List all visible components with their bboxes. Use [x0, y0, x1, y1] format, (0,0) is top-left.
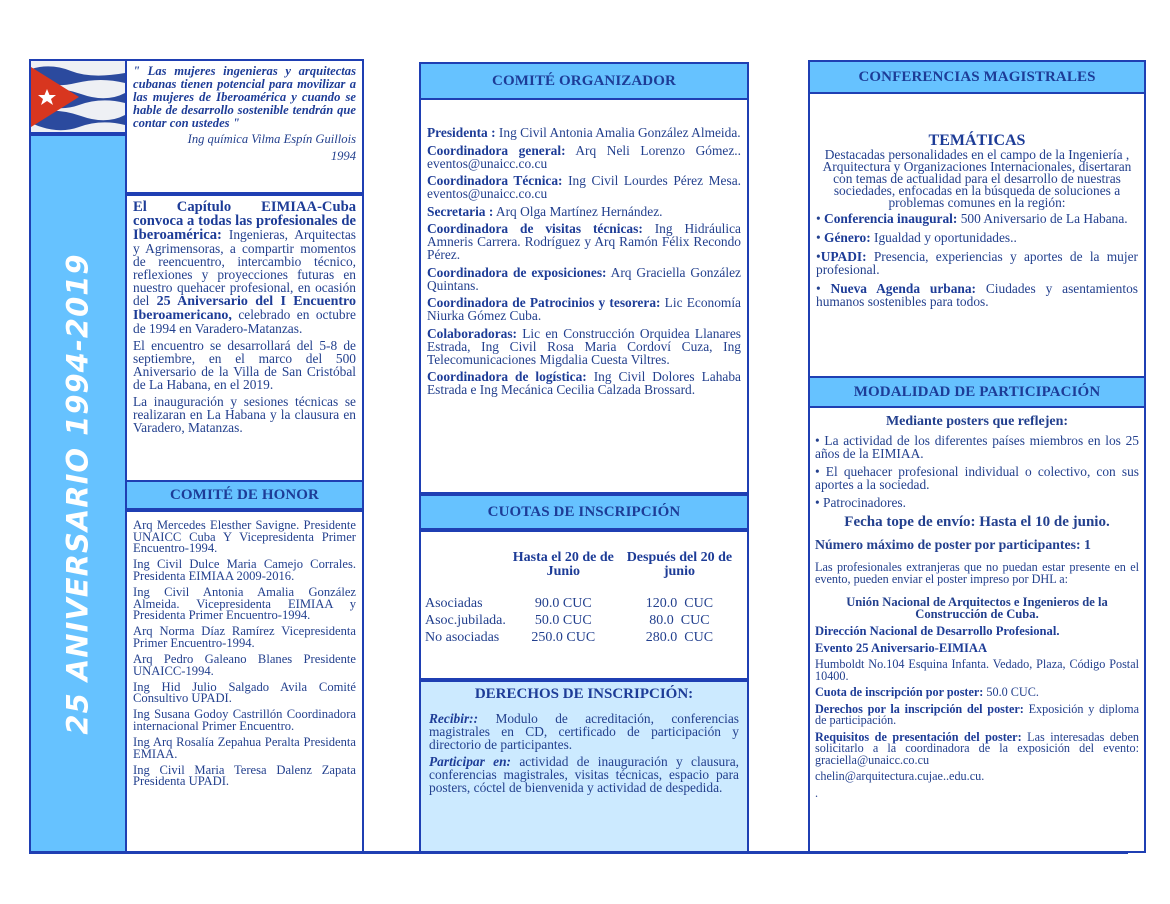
recibir-paragraph: Recibir:: Modulo de acreditación, conferencias magistrales en CD, certificado de participación y directorio de participantes. [429, 711, 739, 752]
vertical-title: 25 ANIVERSARIO 1994-2019 [61, 252, 96, 735]
list-item: Arq Norma Díaz Ramírez Vicepresidenta Primer Encuentro-1994. [133, 624, 356, 650]
list-item: • El quehacer profesional individual o colectivo, con sus aportes a la sociedad. [815, 464, 1139, 492]
modalidad-lead: Mediante posters que reflejen: [885, 414, 1069, 429]
quote-box [125, 59, 364, 194]
venue-paragraph: La inauguración y sesiones técnicas se realizaran en La Habana y la clausura en Varadero, Matanzas. [133, 394, 356, 435]
comite-organizador-list [419, 98, 768, 494]
list-item: • Género: Igualdad y oportunidades.. [816, 230, 1017, 245]
derechos-box [419, 680, 749, 853]
org-name: Unión Nacional de Arquitectos e Ingenieros de la Construcción de Cuba. [846, 595, 1108, 621]
list-item: Presidenta : Ing Civil Antonia Amalia González Almeida. [427, 125, 741, 140]
cuba-flag-icon [29, 59, 127, 134]
list-item: Coordinadora Técnica: Ing Civil Lourdes Pérez Mesa. eventos@unaicc.co.cu [427, 173, 768, 201]
direccion-text: Dirección Nacional de Desarrollo Profesional. [815, 624, 1060, 638]
list-item: • Nueva Agenda urbana: Ciudades y asentamientos humanos sostenibles para todos. [816, 281, 1138, 309]
trailing-dot: . [815, 785, 819, 800]
dates-paragraph: El encuentro se desarrollará del 5-8 de septiembre, en el marco del 500 Aniversario de la Villa de San Cristóbal de La Habana, en el 2019. [133, 338, 356, 392]
table-row: No asociadas 250.0 CUC 280.0 CUC [425, 630, 714, 645]
list-item: • Patrocinadores. [815, 495, 906, 510]
cuotas-table-box [419, 530, 749, 680]
comite-honor-list [125, 510, 364, 853]
max-posters-text: Número máximo de poster por participantes: 1 [815, 537, 1091, 552]
cuotas-table [425, 550, 743, 646]
list-item: Ing Civil Antonia Amalia González Almeida. Vicepresidenta EIMIAA y Presidenta Primer Encuentro-1994. [133, 584, 356, 623]
convocatoria-paragraph: El Capítulo EIMIAA-Cuba convoca a todas las profesionales de Iberoamérica: Ingenieras, Arquitectas y Agrimensoras, a compartir momentos de reencuentro, intercambio técnico, reflexiones y proyecciones futuras en nuestro quehacer profesional, en ocasión del 25 Aniversario del I Encuentro Iberoamericano, celebrado en octubre de 1994 en Varadero-Matanzas. [133, 199, 357, 336]
modalidad-header: MODALIDAD DE PARTICIPACIÓN [808, 376, 1146, 408]
quote-text: " Las mujeres ingenieras y arquitectas cubanas tienen potencial para movilizar a las mujeres de Iberoamérica y cuando se hable de desarrollo sostenible tendrán que contar con ustedes " [133, 64, 356, 130]
comite-honor-header: COMITÉ DE HONOR [125, 480, 364, 510]
list-item: Secretaria : Arq Olga Martínez Hernández. [427, 203, 663, 219]
comite-organizador-header: COMITÉ ORGANIZADOR [419, 62, 749, 100]
list-item: • Conferencia inaugural: 500 Aniversario de La Habana. [816, 211, 1128, 226]
dhl-note: Las profesionales extranjeras que no puedan estar presente en el evento, pueden enviar el poster impreso por DHL a: [815, 560, 1139, 586]
list-item: Ing Civil Maria Teresa Dalenz Zapata Presidenta UPADI. [133, 762, 356, 789]
bottom-divider [29, 851, 1128, 854]
conferencias-header: CONFERENCIAS MAGISTRALES [808, 60, 1146, 94]
list-item: Ing Civil Dulce Maria Camejo Corrales. Presidenta EIMIAA 2009-2016. [133, 557, 356, 583]
list-item: Ing Susana Godoy Castrillón Coordinadora internacional Primer Encuentro. [133, 707, 356, 733]
modalidad-box [808, 406, 1146, 853]
list-item: Coordinadora general: Arq Neli Lorenzo Gómez.. eventos@unaicc.co.cu [427, 142, 768, 171]
tematicas-intro: Destacadas personalidades en el campo de la Ingeniería , Arquitectura y Organizaciones Internacionales, disertaran con temas de actualidad para el desarrollo de nuestras sociedades, enfocadas en la búsqueda de soluciones a problemas comunes en la región: [822, 147, 1132, 210]
cuota-poster: Cuota de inscripción por poster: 50.0 CUC. [815, 685, 1039, 699]
convocatoria-box [125, 194, 364, 482]
list-item: Coordinadora de logística: Ing Civil Dolores Lahaba Estrada e Ing Mecánica Cecilia Calzada Brossard. [427, 369, 741, 397]
list-item: •UPADI: Presencia, experiencias y aportes de la mujer profesional. [816, 249, 1138, 277]
list-item: Ing Arq Rosalía Zepahua Peralta Presidenta EMIAA. [133, 735, 356, 761]
list-item: Colaboradoras: Lic en Construcción Orquidea Llanares Estrada, Ing Civil Rosa Maria Cordoví Cuza, Ing Telecomunicaciones Migdalia Cuesta Viltres. [427, 325, 741, 367]
list-item: Coordinadora de visitas técnicas: Ing Hidráulica Amneris Carrera. Rodríguez y Arq Ramón Félix Recondo Pérez. [427, 221, 741, 262]
cuotas-header: CUOTAS DE INSCRIPCIÓN [419, 494, 749, 530]
list-item: Coordinadora de exposiciones: Arq Graciella González Quintans. [427, 264, 741, 293]
deadline-text: Fecha tope de envío: Hasta el 10 de junio. [844, 514, 1110, 530]
list-item: Coordinadora de Patrocinios y tesorera: Lic Economía Niurka Gómez Cuba. [427, 295, 742, 323]
column-header: Hasta el 20 de de Junio [512, 550, 614, 579]
tematicas-title: TEMÁTICAS [928, 132, 1026, 149]
list-item: Arq Mercedes Elesther Savigne. Presidente UNAICC Cuba Y Vicepresidenta Primer Encuentro-1994. [133, 518, 356, 556]
quote-author: Ing química Vilma Espín Guillois [187, 132, 356, 146]
quote-year: 1994 [330, 149, 356, 163]
list-item: Arq Pedro Galeano Blanes Presidente UNAICC-1994. [133, 651, 356, 678]
email-link[interactable]: chelin@arquitectura.cujae..edu.cu. [815, 769, 985, 783]
requisitos-poster: Requisitos de presentación del poster: Las interesadas deben solicitarlo a la coordinadora de la exposición del evento: graciella@unaicc.co.cu [815, 729, 1139, 767]
table-row: Asociadas 90.0 CUC 120.0 CUC [425, 596, 714, 611]
column-header: Después del 20 de junio [626, 550, 733, 579]
evento-text: Evento 25 Aniversario-EIMIAA [815, 641, 988, 655]
list-item: Ing Hid Julio Salgado Avila Comité Consultivo UPADI. [133, 679, 356, 706]
conferencias-box [808, 92, 1146, 378]
table-row: Asoc.jubilada. 50.0 CUC 80.0 CUC [425, 613, 710, 628]
derechos-title: DERECHOS DE INSCRIPCIÓN: [474, 686, 694, 702]
address-text: Humboldt No.104 Esquina Infanta. Vedado, Plaza, Código Postal 10400. [815, 657, 1139, 683]
list-item: • La actividad de los diferentes países miembros en los 25 años de la EIMIAA. [815, 433, 1139, 461]
sidebar-banner [29, 134, 127, 853]
participar-paragraph: Participar en: actividad de inauguración y clausura, conferencias magistrales, visitas técnicas, espacio para posters, cóctel de bienvenida y actividad de despedida. [429, 754, 739, 795]
derechos-poster: Derechos por la inscripción del poster: Exposición y diploma de participación. [815, 701, 1140, 727]
